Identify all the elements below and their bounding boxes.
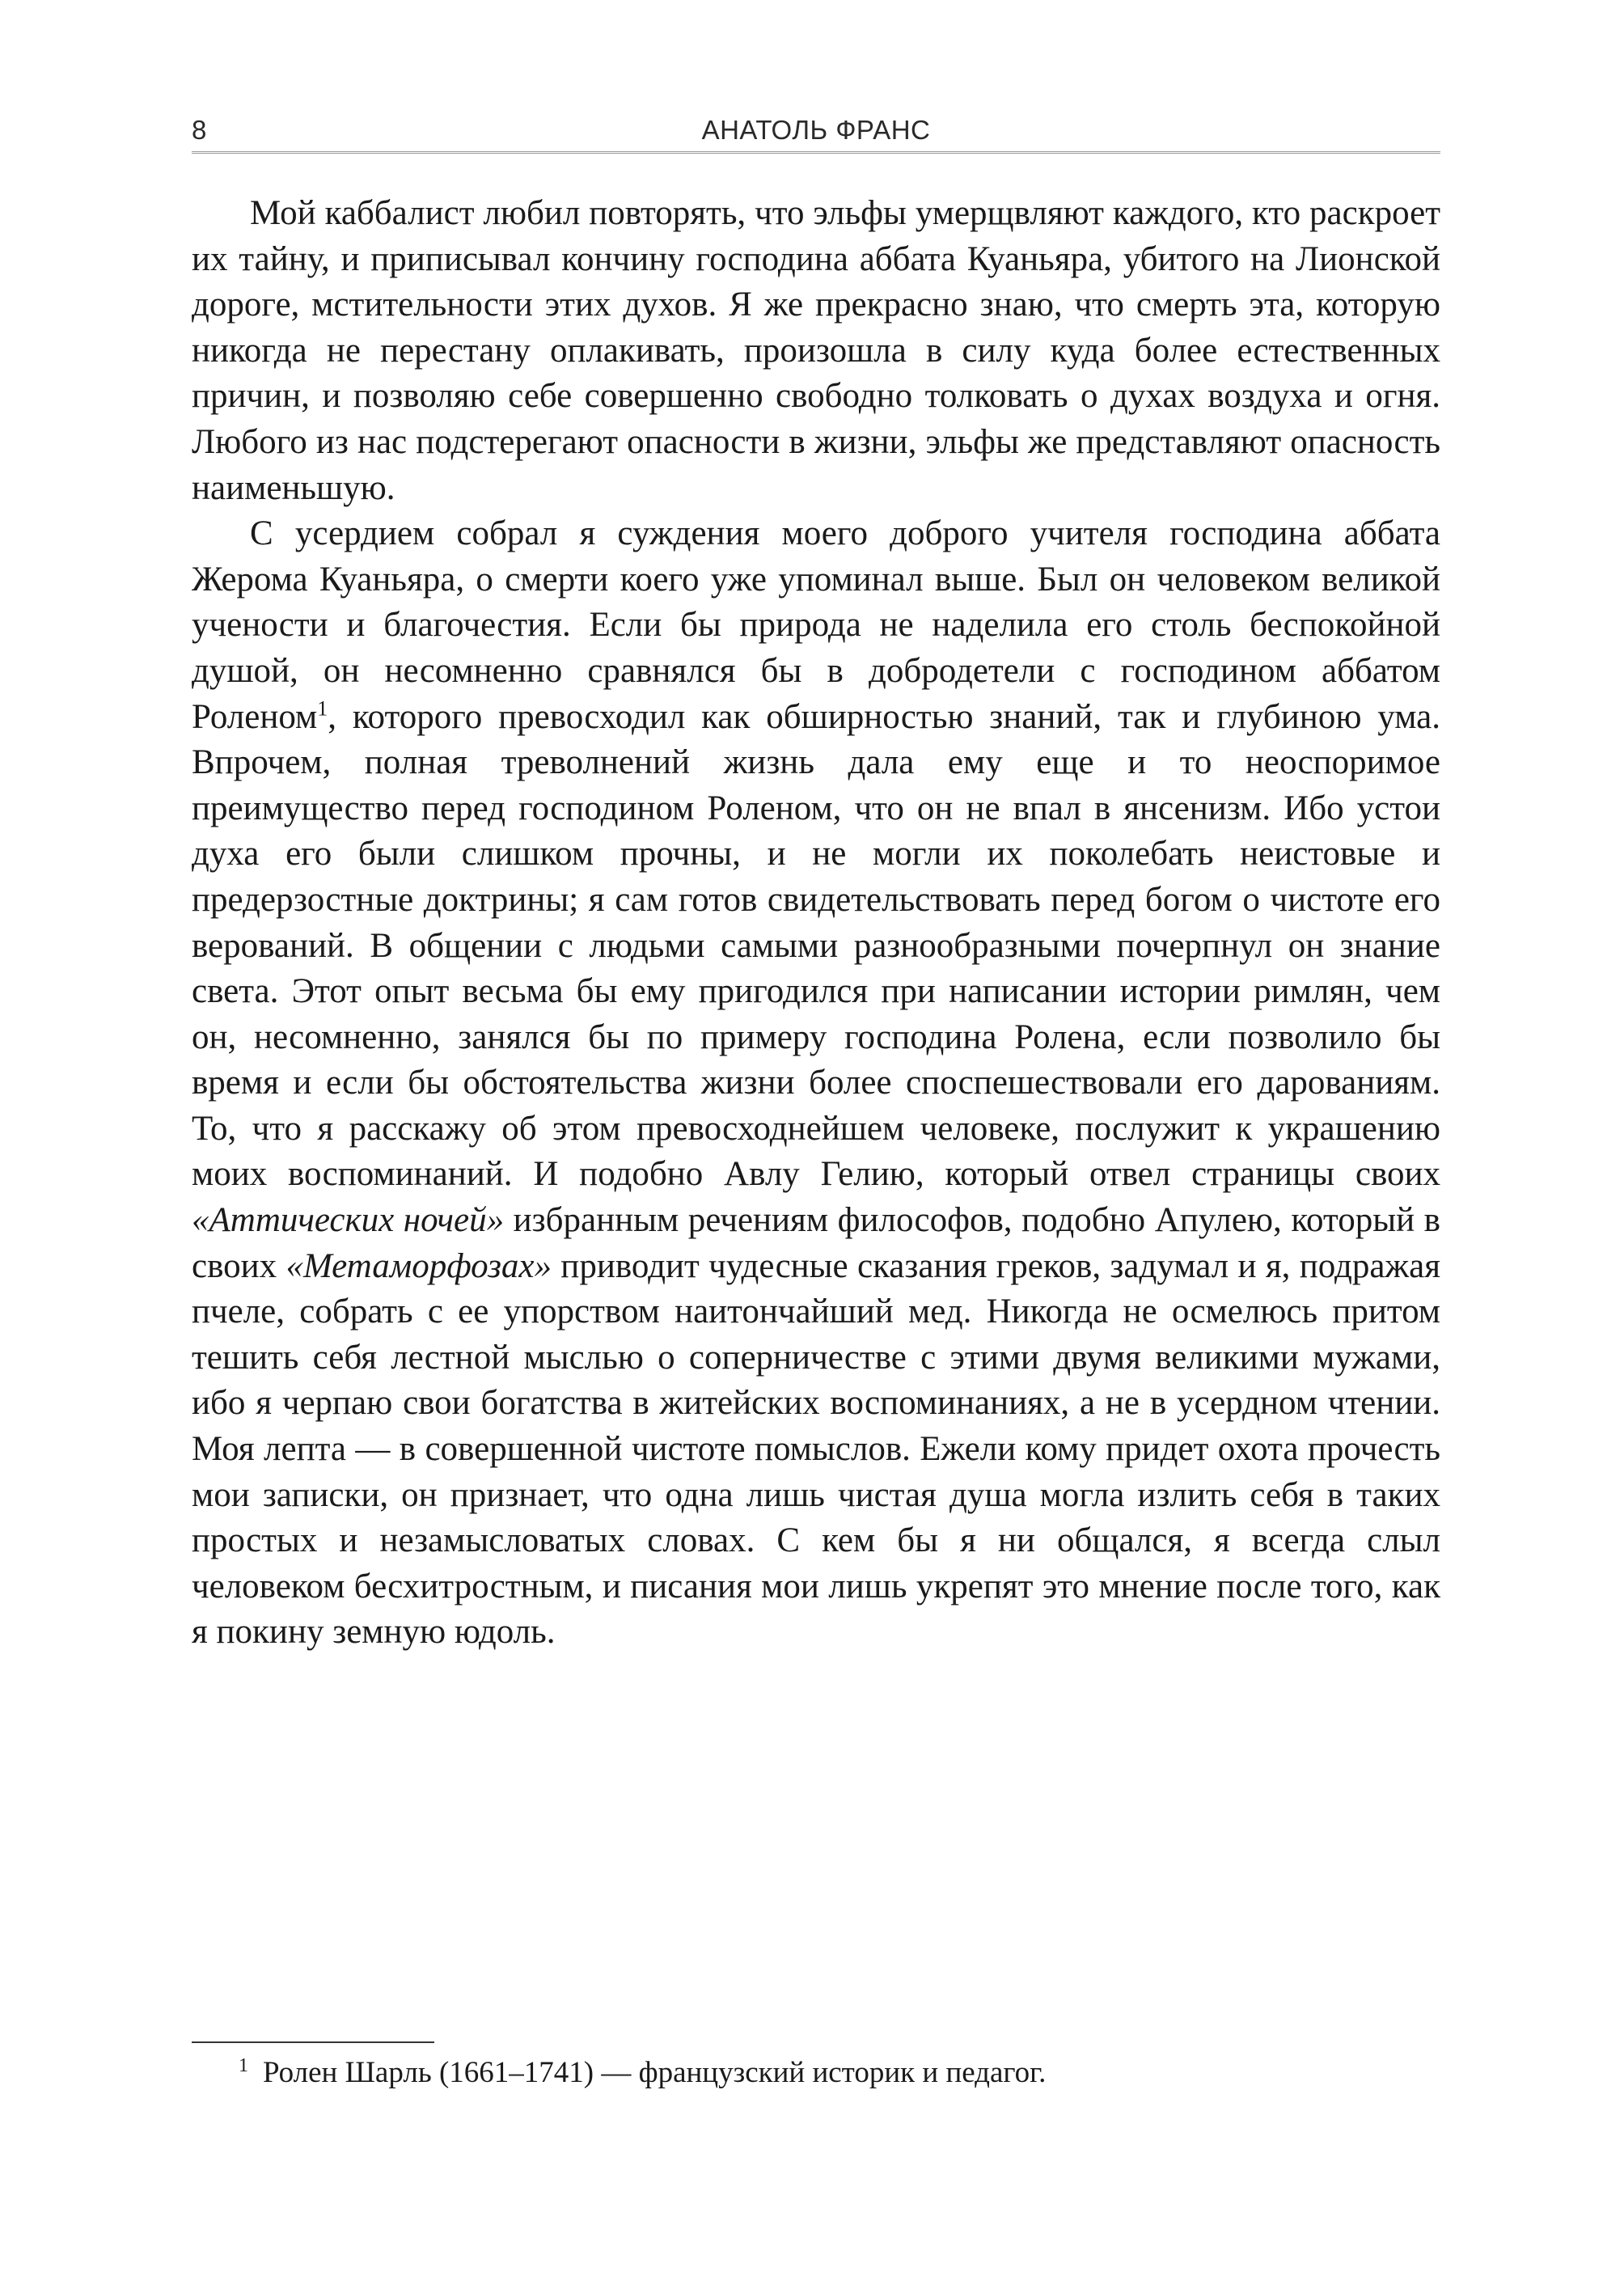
footnote-marker: 1 [239, 2054, 248, 2076]
paragraph-1: Мой каббалист любил повторять, что эльфы умерщвляют каждого, кто раскроет их тайну, и приписывал кончину господина аббата Куаньяра, убитого на Лионской дороге, мстительности этих духов. Я же прекрасно знаю, что смерть эта, которую никогда не перестану оплакивать, произошла в силу куда более естественных причин, и позволяю себе совершенно свободно толковать о духах воздуха и огня. Любого из нас подстерегают опасности в жизни, эльфы же представляют опасность наименьшую. [192, 194, 1440, 507]
header-rule [192, 151, 1440, 154]
paragraph-2-part-3: избранным речениям философов, подобно Апулею, который в своих [192, 1201, 1440, 1285]
book-title-attic-nights: «Аттических ночей» [192, 1201, 505, 1240]
footnote-text: Ролен Шарль (1661–1741) — французский историк и педагог. [263, 2056, 1047, 2089]
footnote [192, 2053, 1440, 2093]
running-title: АНАТОЛЬ ФРАНС [701, 115, 931, 145]
paragraph-2-part-1: С усердием собрал я суждения моего доброго учителя господина аббата Жерома Куаньяра, о смерти коего уже упоминал выше. Был он человеком великой учености и благочестия. Если бы природа не наделила его столь беспокойной душой, он несомненно сравнялся бы в добродетели с господином аббатом Роленом [192, 514, 1440, 736]
paragraph-2 [192, 511, 1440, 1656]
page-header [192, 115, 1440, 154]
paragraph-2-part-4: приводит чудесные сказания греков, задумал и я, подражая пчеле, собрать с ее упорством наитончайший мед. Никогда не осмелюсь притом тешить себя лестной мыслью о соперничестве с этими двумя великими мужами, ибо я черпаю свои богатства в житейских воспоминаниях, а не в усердном чтении. Моя лепта — в совершенной чистоте помыслов. Ежели кому придет охота прочесть мои записки, он признает, что одна лишь чистая душа могла излить себя в таких простых и незамысловатых словах. С кем бы я ни общался, я всегда слыл человеком бесхитростным, и писания мои лишь укрепят это мнение после того, как я покину земную юдоль. [192, 1246, 1441, 1652]
body-text [192, 191, 1440, 1656]
book-title-metamorphoses: «Метаморфозах» [285, 1246, 552, 1285]
footnote-reference: 1 [317, 696, 328, 721]
page-number: 8 [192, 115, 207, 145]
paragraph-2-part-2: , которого превосходил как обширностью знаний, так и глубиною ума. Впрочем, полная треволнений жизнь дала ему еще и то неоспоримое преимущество перед господином Роленом, что он не впал в янсенизм. Ибо устои духа его были слишком прочны, и не могли их поколебать неистовые и предерзостные доктрины; я сам готов свидетельствовать перед богом о чистоте его верований. В общении с людьми самыми разнообразными почерпнул он знание света. Этот опыт весьма бы ему пригодился при написании истории римлян, чем он, несомненно, занялся бы по примеру господина Ролена, если позволило бы время и если бы обстоятельства жизни более споспешествовали его дарованиям. То, что я расскажу об этом превосходнейшем человеке, послужит к украшению моих воспоминаний. И подобно Авлу Гелию, который отвел страницы своих [192, 697, 1440, 1194]
footnote-rule [192, 2041, 434, 2043]
